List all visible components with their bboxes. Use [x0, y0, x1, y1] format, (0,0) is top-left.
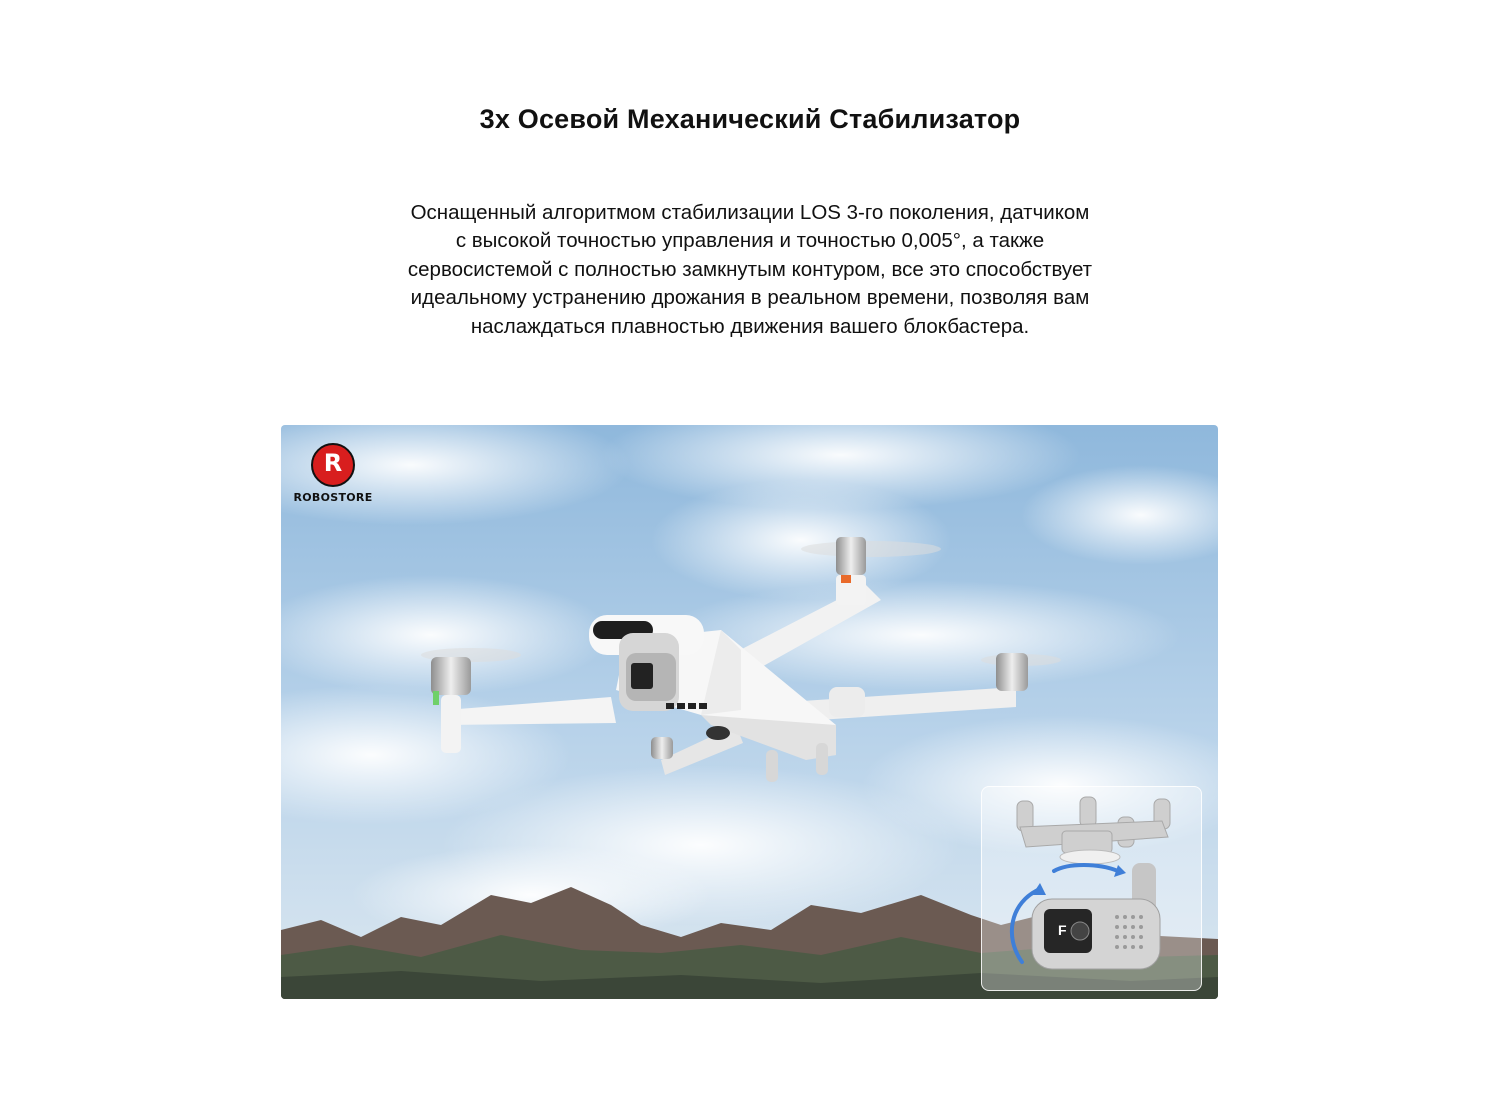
gimbal-illustration [982, 787, 1201, 990]
gimbal-inset [981, 786, 1202, 991]
description [330, 199, 1170, 341]
logo-text: ROBOSTORE [293, 491, 373, 504]
description-line: Оснащенный алгоритмом стабилизации LOS 3-го поколения, датчиком [410, 201, 1090, 224]
description-line: идеальному устранению дрожания в реальном времени, позволяя вам [410, 286, 1090, 310]
robostore-logo [291, 443, 375, 504]
page-title: 3х Осевой Механический Стабилизатор [479, 104, 1021, 134]
description-line: наслаждаться плавностью движения вашего блокбастера. [470, 314, 1030, 338]
logo-mark: R [311, 443, 355, 487]
description-line: с высокой точностью управления и точностью 0,005°, а также [455, 229, 1045, 253]
description-line: сервосистемой с полностью замкнутым контуром, все это способствует [407, 257, 1093, 281]
gimbal-logo-mark: F [1058, 922, 1067, 938]
drone-hero-image [281, 425, 1218, 999]
